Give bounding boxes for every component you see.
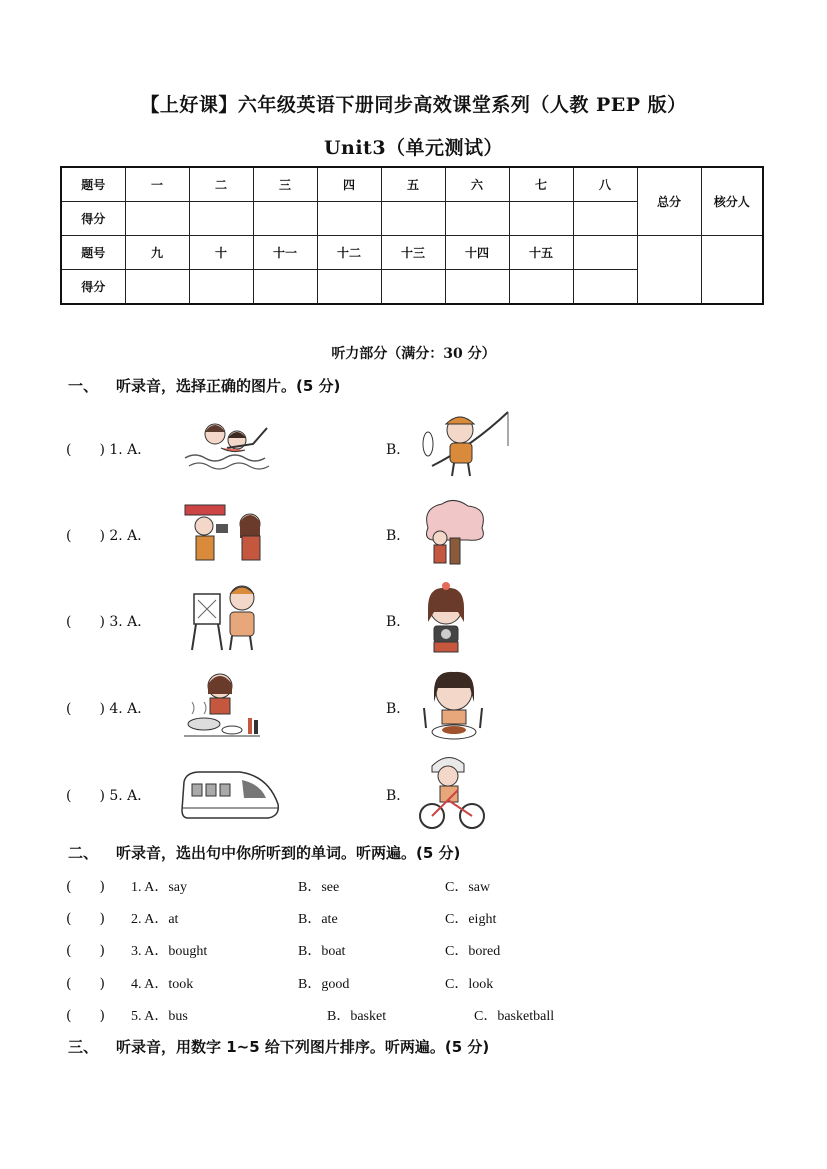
- question-2-label: ( ) 2. A．: [66, 528, 152, 544]
- section-number: 二、: [68, 844, 99, 862]
- table-cell: 六: [445, 167, 509, 202]
- option-b: B．see: [298, 880, 340, 895]
- total-score-cell[interactable]: [637, 236, 701, 305]
- score-table: [60, 166, 764, 305]
- boy-painting-icon[interactable]: [190, 580, 264, 652]
- option-b-label: B．: [386, 614, 411, 630]
- table-cell: 八: [573, 167, 637, 202]
- score-input-cell[interactable]: [189, 270, 253, 305]
- page-title: 【上好课】六年级英语下册同步高效课堂系列（人教 PEP 版）: [140, 94, 687, 116]
- score-input-cell[interactable]: [125, 270, 189, 305]
- option-b-label: B．: [386, 701, 411, 717]
- answer-blank[interactable]: ( ): [66, 943, 105, 959]
- checker-header-cell: 核分人: [701, 167, 763, 236]
- option-a: 5. A．bus: [131, 1009, 188, 1024]
- question-3-label: ( ) 3. A．: [66, 614, 152, 630]
- score-input-cell[interactable]: [317, 202, 381, 236]
- score-input-cell[interactable]: [253, 202, 317, 236]
- table-cell: 十五: [509, 236, 573, 270]
- girls-swimming-icon[interactable]: [183, 414, 273, 470]
- table-header-cell: 题号: [61, 236, 125, 270]
- table-row: [61, 236, 763, 270]
- table-cell: 七: [509, 167, 573, 202]
- option-b: B．good: [298, 977, 350, 992]
- page-subtitle: Unit3（单元测试）: [323, 137, 504, 159]
- score-input-cell[interactable]: [573, 270, 637, 305]
- table-cell: 四: [317, 167, 381, 202]
- table-cell: 十一: [253, 236, 317, 270]
- option-b-label: B．: [386, 788, 411, 804]
- table-cell: 三: [253, 167, 317, 202]
- table-header-cell: 得分: [61, 270, 125, 305]
- table-cell: 二: [189, 167, 253, 202]
- taking-photo-icon[interactable]: [184, 504, 270, 562]
- table-cell: 十二: [317, 236, 381, 270]
- table-row: [61, 167, 763, 202]
- option-b: B．boat: [298, 944, 346, 959]
- score-input-cell[interactable]: [445, 270, 509, 305]
- score-input-cell[interactable]: [381, 270, 445, 305]
- answer-blank[interactable]: ( ): [66, 879, 105, 895]
- girl-by-tree-icon[interactable]: [418, 498, 490, 566]
- option-b-label: B．: [386, 528, 411, 544]
- answer-blank[interactable]: ( ): [66, 911, 105, 927]
- option-c: C．eight: [445, 912, 497, 927]
- option-b: B．ate: [298, 912, 338, 927]
- score-input-cell[interactable]: [509, 202, 573, 236]
- score-input-cell[interactable]: [317, 270, 381, 305]
- train-icon[interactable]: [180, 764, 282, 826]
- option-c: C．look: [445, 977, 494, 992]
- option-a: 1. A．say: [131, 880, 187, 895]
- table-cell: 五: [381, 167, 445, 202]
- score-input-cell[interactable]: [445, 202, 509, 236]
- total-header-cell: 总分: [637, 167, 701, 236]
- section-number: 一、: [68, 377, 99, 395]
- score-input-cell[interactable]: [381, 202, 445, 236]
- table-cell: 十三: [381, 236, 445, 270]
- section-instruction: 听录音，用数字 1~5 给下列图片排序。听两遍。(5 分): [116, 1038, 490, 1056]
- option-c: C．saw: [445, 880, 491, 895]
- section-instruction: 听录音，选择正确的图片。(5 分): [116, 377, 341, 395]
- question-5-label: ( ) 5. A．: [66, 788, 152, 804]
- score-input-cell[interactable]: [253, 270, 317, 305]
- table-cell: 十: [189, 236, 253, 270]
- girl-cooking-icon[interactable]: [182, 668, 262, 740]
- section-number: 三、: [68, 1038, 99, 1056]
- option-c: C．bored: [445, 944, 501, 959]
- table-cell: 一: [125, 167, 189, 202]
- score-input-cell[interactable]: [573, 202, 637, 236]
- table-cell: 十四: [445, 236, 509, 270]
- cyclist-icon[interactable]: [418, 752, 488, 830]
- table-header-cell: 题号: [61, 167, 125, 202]
- question-1-label: ( ) 1. A．: [66, 442, 152, 458]
- girl-with-camera-icon[interactable]: [418, 582, 474, 654]
- option-a: 2. A．at: [131, 912, 179, 927]
- score-input-cell[interactable]: [509, 270, 573, 305]
- option-b: B．basket: [327, 1009, 387, 1024]
- table-header-cell: 得分: [61, 202, 125, 236]
- option-a: 4. A．took: [131, 977, 194, 992]
- table-cell: 九: [125, 236, 189, 270]
- question-4-label: ( ) 4. A．: [66, 701, 152, 717]
- option-a: 3. A．bought: [131, 944, 208, 959]
- section-instruction: 听录音，选出句中你所听到的单词。听两遍。(5 分): [116, 844, 461, 862]
- option-b-label: B．: [386, 442, 411, 458]
- section3-heading: [68, 1036, 489, 1057]
- section1-heading: [68, 375, 340, 396]
- checker-name-cell[interactable]: [701, 236, 763, 305]
- score-input-cell[interactable]: [125, 202, 189, 236]
- score-input-cell[interactable]: [189, 202, 253, 236]
- boy-fishing-icon[interactable]: [412, 406, 512, 478]
- listening-note: 听力部分（满分：30 分）: [331, 346, 496, 362]
- answer-blank[interactable]: ( ): [66, 976, 105, 992]
- answer-blank[interactable]: ( ): [66, 1008, 105, 1024]
- option-c: C．basketball: [474, 1009, 555, 1024]
- girl-eating-icon[interactable]: [420, 668, 486, 742]
- section2-heading: [68, 842, 460, 863]
- table-cell: [573, 236, 637, 270]
